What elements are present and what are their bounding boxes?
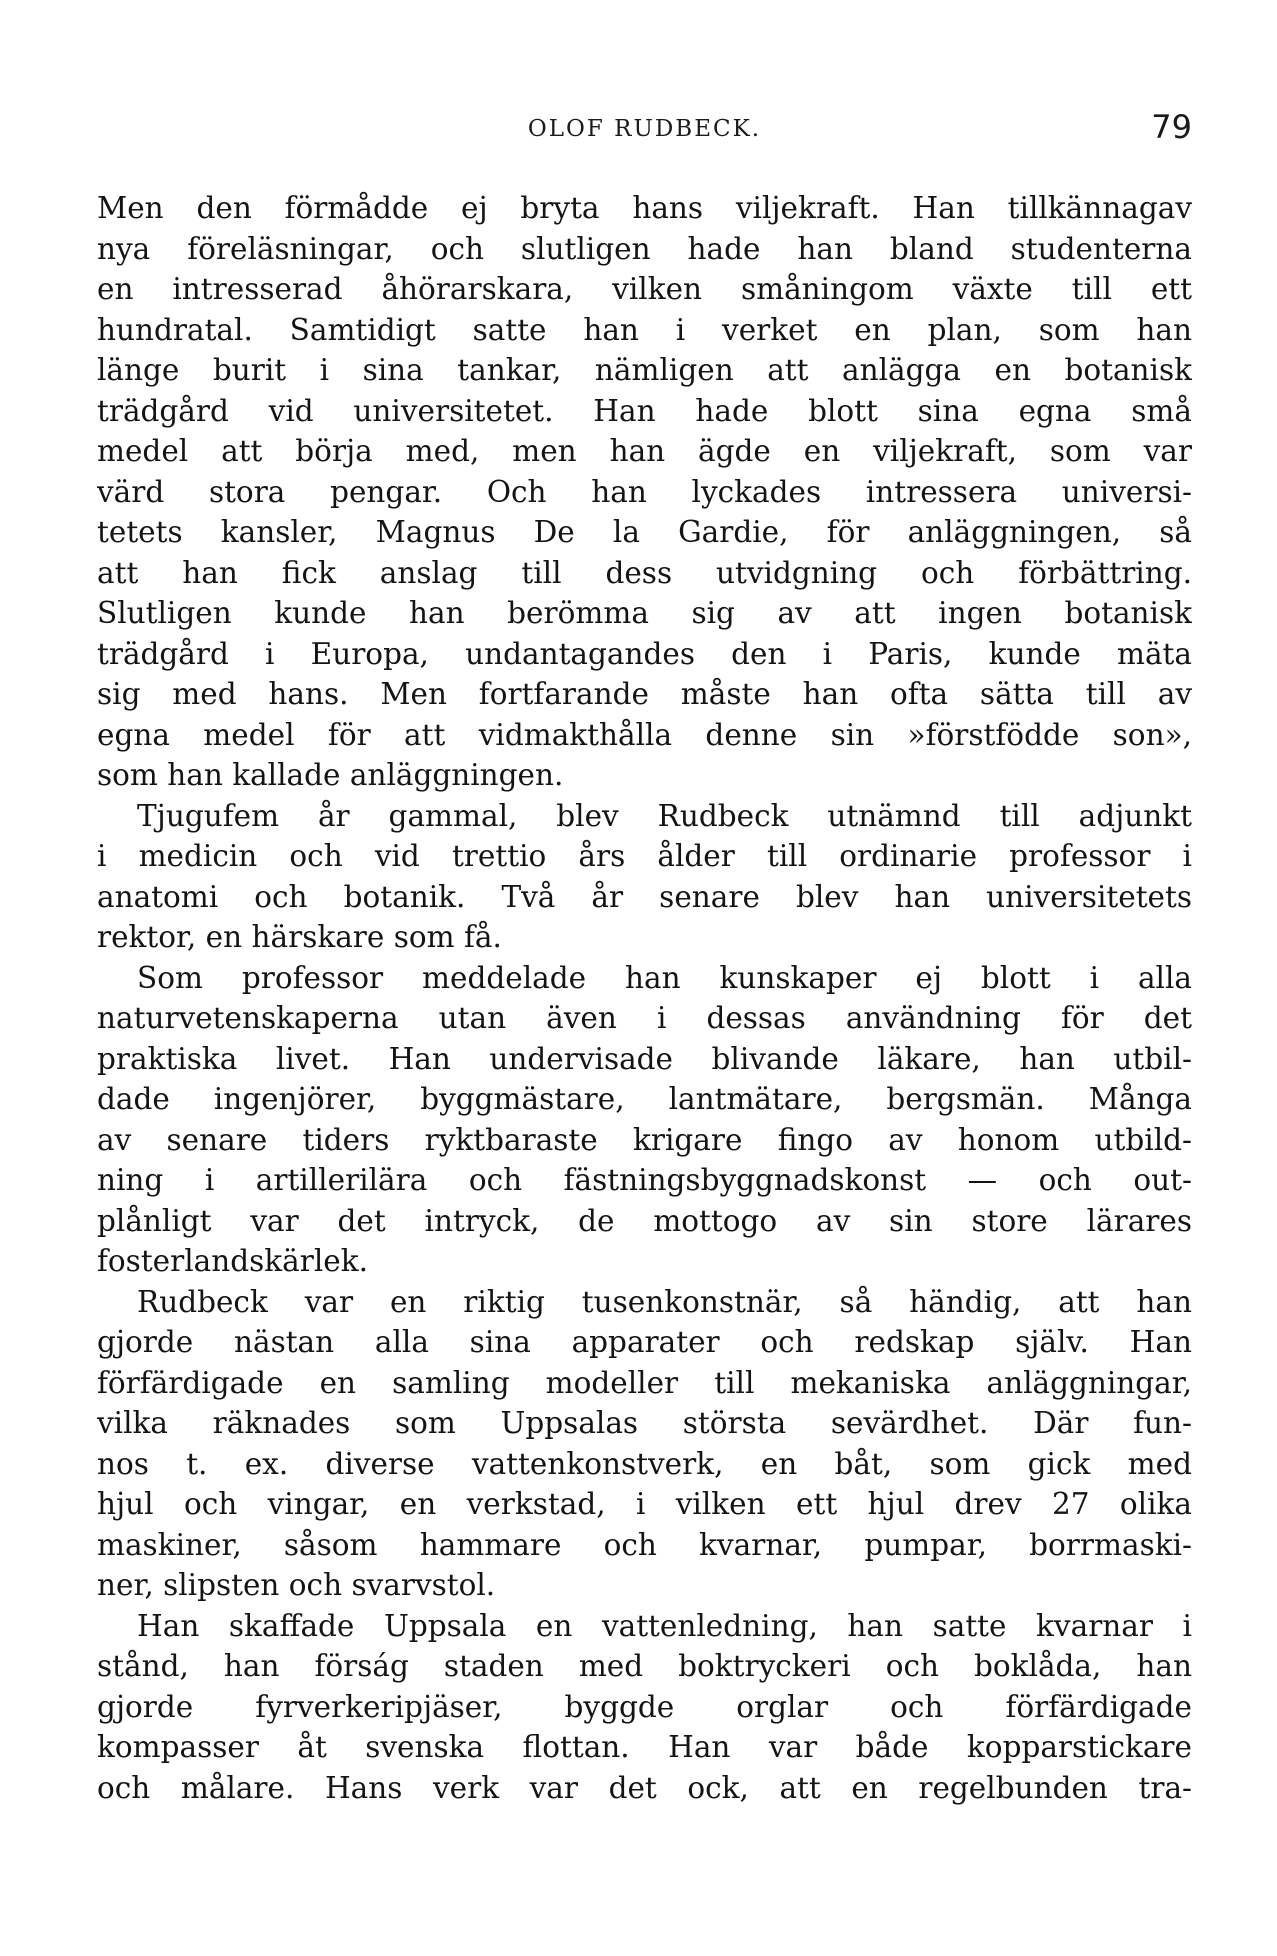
text-line: förfärdigade en samling modeller till mekaniska anläggningar, [97,1365,1192,1400]
text-line: Rudbeck var en riktig tusenkonstnär, så händig, att han [137,1284,1192,1319]
text-line: egna medel för att vidmakthålla denne sin »förstfödde son», [97,717,1192,752]
text-line: Han skaffade Uppsala en vattenledning, han satte kvarnar i [137,1608,1192,1643]
text-line: gjorde fyrverkeripjäser, byggde orglar och förfärdigade [97,1689,1192,1724]
page-number: 79 [1151,108,1192,146]
text-line: i medicin och vid trettio års ålder till ordinarie professor i [97,839,1192,873]
text-line: ner, slipsten och svarvstol. [97,1568,496,1602]
text-line: maskiner, såsom hammare och kvarnar, pumpar, borrmaski- [97,1527,1192,1562]
text-line: praktiska livet. Han undervisade blivande läkare, han utbil- [97,1041,1192,1076]
text-line: stånd, han förság staden med boktryckeri och boklåda, han [97,1649,1192,1683]
text-line: medel att börja med, men han ägde en viljekraft, som var [97,434,1192,468]
text-line: Men den förmådde ej bryta hans viljekraft. Han tillkännagav [97,191,1192,225]
text-line: kompasser åt svenska flottan. Han var både kopparstickare [97,1730,1192,1764]
text-line: naturvetenskaperna utan även i dessas användning för det [97,1001,1192,1035]
text-line: länge burit i sina tankar, nämligen att anlägga en botanisk [97,353,1192,387]
text-line: tetets kansler, Magnus De la Gardie, för anläggningen, så [97,515,1192,549]
text-line: nos t. ex. diverse vattenkonstverk, en båt, som gick med [97,1446,1192,1481]
text-line: trädgård vid universitetet. Han hade blott sina egna små [97,393,1192,428]
text-line: Slutligen kunde han berömma sig av att ingen botanisk [97,596,1192,630]
text-line: plånligt var det intryck, de mottogo av sin store lärares [97,1203,1192,1238]
text-line: nya föreläsningar, och slutligen hade han bland studenterna [97,231,1192,266]
text-line: hundratal. Samtidigt satte han i verket en plan, som han [97,312,1192,347]
text-line: sig med hans. Men fortfarande måste han ofta sätta till av [97,677,1192,711]
text-line: fosterlandskärlek. [97,1244,368,1278]
text-line: som han kallade anläggningen. [97,758,564,792]
text-line: gjorde nästan alla sina apparater och redskap själv. Han [97,1325,1192,1359]
text-line: hjul och vingar, en verkstad, i vilken ett hjul drev 27 olika [97,1487,1192,1521]
text-line: anatomi och botanik. Två år senare blev han universitetets [97,879,1192,914]
running-title: OLOF RUDBECK. [527,116,762,142]
text-line: värd stora pengar. Och han lyckades intressera universi- [97,474,1192,509]
running-header [97,108,1192,158]
text-line: en intresserad åhörarskara, vilken småningom växte till ett [97,272,1192,306]
text-line: ning i artillerilära och fästningsbyggnadskonst — och out- [97,1163,1192,1197]
text-line: Som professor meddelade han kunskaper ej blott i alla [137,960,1192,995]
text-line: Tjugufem år gammal, blev Rudbeck utnämnd till adjunkt [137,798,1192,833]
text-line: och målare. Hans verk var det ock, att en regelbunden tra- [97,1770,1192,1805]
text-line: att han fick anslag till dess utvidgning och förbättring. [97,555,1192,590]
text-line: dade ingenjörer, byggmästare, lantmätare, bergsmän. Många [97,1082,1192,1116]
text-line: av senare tiders ryktbaraste krigare fingo av honom utbild- [97,1122,1192,1157]
text-line: trädgård i Europa, undantagandes den i Paris, kunde mäta [97,636,1192,671]
body-text [97,188,1192,1808]
text-line: rektor, en härskare som få. [97,920,502,954]
text-line: vilka räknades som Uppsalas största sevärdhet. Där fun- [97,1406,1192,1440]
